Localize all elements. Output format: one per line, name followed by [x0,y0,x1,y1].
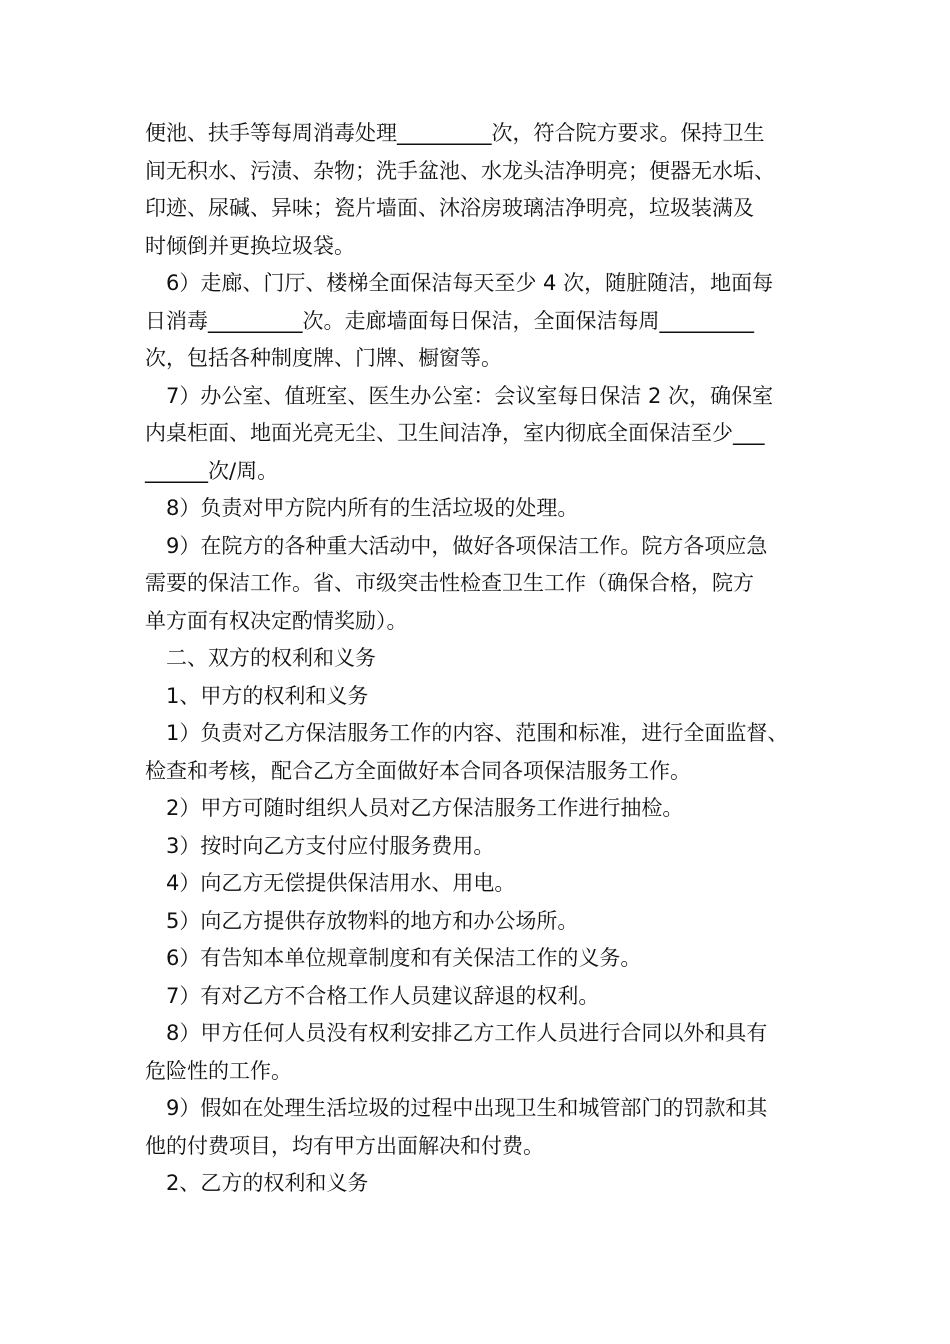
text-line: 日消毒_________次。走廊墙面每日保洁，全面保洁每周_________ [145,308,754,333]
text-line: ______次/周。 [145,458,279,483]
document-page [145,115,825,1203]
section-heading: 二、双方的权利和义务 [166,646,376,670]
text-line: 间无积水、污渍、杂物；洗手盆池、水龙头洁净明亮；便器无水垢、 [145,158,775,183]
text-line: 单方面有权决定酌情奖励）。 [145,608,408,633]
text-line: 8）甲方任何人员没有权利安排乙方工作人员进行合同以外和具有 [166,1021,768,1045]
text-line: 6）走廊、门厅、楼梯全面保洁每天至少 4 次，随脏随洁，地面每 [166,271,774,295]
text-line: 9）在院方的各种重大活动中，做好各项保洁工作。院方各项应急 [166,533,768,558]
text-line: 需要的保洁工作。省、市级突击性检查卫生工作（确保合格，院方 [145,571,754,595]
text-line: 时倾倒并更换垃圾袋。 [145,233,355,258]
text-line: 内桌柜面、地面光亮无尘、卫生间洁净，室内彻底全面保洁至少___ [145,421,765,445]
text-line: 1）负责对乙方保洁服务工作的内容、范围和标准，进行全面监督、 [166,721,789,745]
text-line: 次，包括各种制度牌、门牌、橱窗等。 [145,346,502,370]
text-line: 8）负责对甲方院内所有的生活垃圾的处理。 [166,496,579,520]
text-line: 4）向乙方无偿提供保洁用水、用电。 [166,871,516,895]
text-line: 9）假如在处理生活垃圾的过程中出现卫生和城管部门的罚款和其 [166,1096,768,1120]
text-line: 6）有告知本单位规章制度和有关保洁工作的义务。 [166,946,642,970]
text-line: 7）办公室、值班室、医生办公室：会议室每日保洁 2 次，确保室 [166,383,774,408]
text-line: 检查和考核，配合乙方全面做好本合同各项保洁服务工作。 [145,758,691,783]
subsection-heading: 2、乙方的权利和义务 [166,1171,369,1195]
subsection-heading: 1、甲方的权利和义务 [166,683,369,708]
text-line: 他的付费项目，均有甲方出面解决和付费。 [145,1133,544,1158]
text-line: 3）按时向乙方支付应付服务费用。 [166,833,495,858]
text-line: 印迹、尿碱、异味；瓷片墙面、沐浴房玻璃洁净明亮，垃圾装满及 [145,196,754,220]
text-line: 便池、扶手等每周消毒处理_________次，符合院方要求。保持卫生 [145,121,765,145]
text-line: 2）甲方可随时组织人员对乙方保洁服务工作进行抽检。 [166,796,684,820]
text-line: 危险性的工作。 [145,1058,292,1083]
text-line: 5）向乙方提供存放物料的地方和办公场所。 [166,908,579,933]
text-line: 7）有对乙方不合格工作人员建议辞退的权利。 [166,983,600,1008]
